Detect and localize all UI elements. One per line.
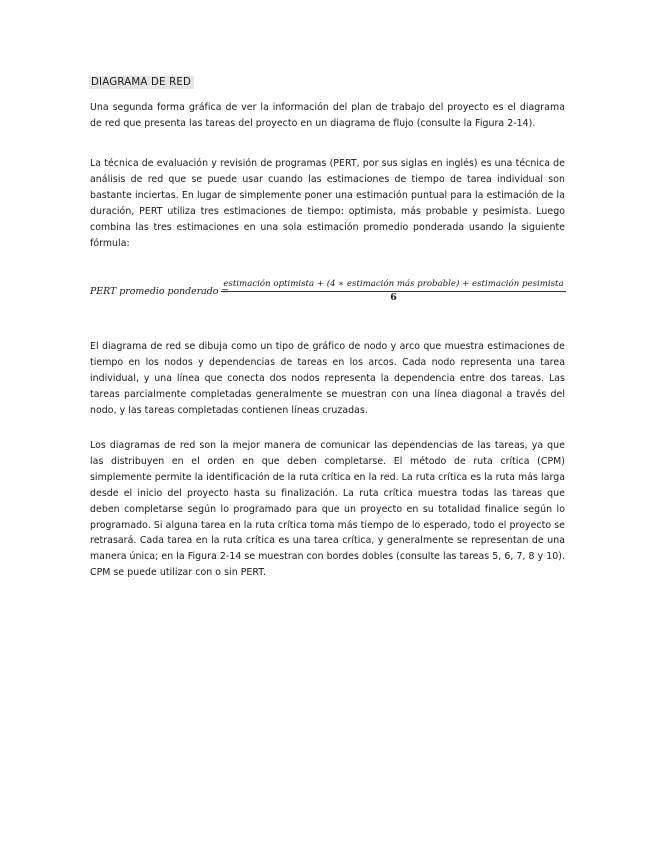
paragraph-cpm: Los diagramas de red son la mejor manera de comunicar las dependencias de las tareas, ya que las distribuyen en el orden en que deben completarse. El método de ruta crítica (CPM) simplemente permite la identificación de la ruta crítica en la red. La ruta crítica es la ruta más larga desde el inicio del proyecto hasta su finalización. La ruta crítica muestra todas las tareas que deben completarse según lo programado para que un proyecto en su totalidad finalice según lo programado. Si alguna tarea en la ruta crítica toma más tiempo de lo esperado, todo el proyecto se retrasará. Cada tarea en la ruta crítica es una tarea crítica, y generalmente se representan de una manera única; en la Figura 2-14 se muestran con bordes dobles (consulte las tareas 5, 6, 7, 8 y 10). CPM se puede utilizar con o sin PERT. — [90, 440, 565, 579]
formula-fraction — [221, 279, 566, 304]
formula-numerator: estimación optimista + (4 ∗ estimación más probable) + estimación pesimista — [223, 279, 564, 289]
pert-formula — [90, 279, 566, 305]
paragraph-network-diagram: El diagrama de red se dibuja como un tipo de gráfico de nodo y arco que muestra estimaciones de tiempo en los nodos y dependencias de tareas en los arcos. Cada nodo representa una tarea individual, y una línea que conecta dos nodos representa la dependencia entre dos tareas. Las tareas parcialmente completadas generalmente se muestran con una línea diagonal a través del nodo, y las tareas completadas contienen líneas cruzadas. — [90, 341, 565, 416]
paragraph-pert: La técnica de evaluación y revisión de programas (PERT, por sus siglas en inglés) es una técnica de análisis de red que se puede usar cuando las estimaciones de tiempo de tarea individual son bastante inciertas. En lugar de simplemente poner una estimación puntual para la estimación de la duración, PERT utiliza tres estimaciones de tiempo: optimista, más probable y pesimista. Luego combina las tres estimaciones en una sola estimación promedio ponderada usando la siguiente fórmula: — [90, 158, 565, 249]
section-heading: DIAGRAMA DE RED — [89, 76, 194, 89]
formula-denominator: 6 — [390, 292, 397, 303]
formula-label: PERT promedio ponderado = — [90, 286, 230, 297]
paragraph-intro: Una segunda forma gráfica de ver la información del plan de trabajo del proyecto es el diagrama de red que presenta las tareas del proyecto en un diagrama de flujo (consulte la Figura 2-14). — [90, 102, 565, 129]
